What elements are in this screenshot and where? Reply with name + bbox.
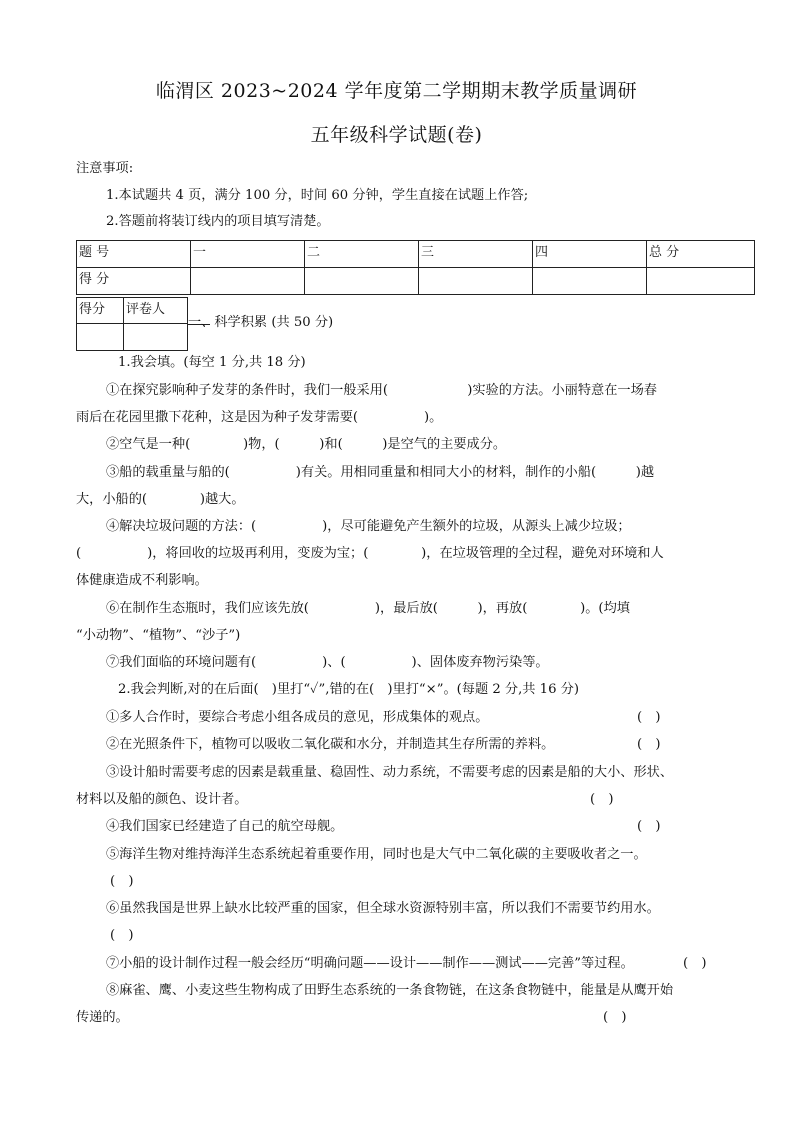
q2-heading: 2.我会判断,对的在后面( )里打“✓”,错的在( )里打“×”。(每题 2 分,共 16 分): [118, 682, 579, 697]
grader-score-label: 得分: [77, 298, 124, 324]
q1-line-5: 大，小船的( )越大。: [76, 492, 245, 507]
score-header-total: 总 分: [647, 241, 755, 268]
q2-answer-7[interactable]: ( ): [683, 956, 707, 971]
q1-line-3: ②空气是一种( )物，( )和( )是空气的主要成分。: [106, 437, 507, 452]
score-table: [76, 240, 755, 295]
notes-item-2: 2.答题前将装订线内的项目填写清楚。: [106, 214, 330, 229]
q2-answer-8[interactable]: ( ): [603, 1010, 627, 1025]
q2-item-7: ⑦小船的设计制作过程一般会经历“明确问题——设计——制作——测试——完善”等过程。: [106, 956, 634, 971]
q2-answer-3[interactable]: ( ): [590, 792, 614, 807]
grader-box: [76, 297, 188, 351]
notes-heading: 注意事项:: [76, 161, 134, 176]
score-cell-1[interactable]: [191, 268, 305, 295]
score-cell-3[interactable]: [419, 268, 533, 295]
q2-answer-2[interactable]: ( ): [637, 737, 661, 752]
q1-line-1: ①在探究影响种子发芽的条件时，我们一般采用( )实验的方法。小丽特意在一场春: [106, 383, 657, 398]
section1-title: 一、科学积累 (共 50 分): [188, 315, 334, 330]
q1-line-11: ⑦我们面临的环境问题有( )、( )、固体废弃物污染等。: [106, 655, 549, 670]
score-cell-2[interactable]: [305, 268, 419, 295]
grader-name-label: 评卷人: [124, 298, 188, 324]
score-header-1: 一: [191, 241, 305, 268]
grader-score-cell[interactable]: [77, 324, 124, 351]
q2-item-8-cont: 传递的。: [76, 1010, 129, 1025]
score-cell-total[interactable]: [647, 268, 755, 295]
q1-line-10: “小动物”、“植物”、“沙子”): [76, 628, 241, 643]
q2-answer-6[interactable]: ( ): [110, 928, 134, 943]
score-header-3: 三: [419, 241, 533, 268]
score-row-label: 得 分: [77, 268, 191, 295]
notes-item-1: 1.本试题共 4 页，满分 100 分，时间 60 分钟，学生直接在试题上作答;: [106, 188, 529, 203]
q2-answer-5[interactable]: ( ): [110, 874, 134, 889]
q2-answer-4[interactable]: ( ): [637, 819, 661, 834]
score-header-2: 二: [305, 241, 419, 268]
q2-item-8: ⑧麻雀、鹰、小麦这些生物构成了田野生态系统的一条食物链，在这条食物链中，能量是从鹰开始: [106, 983, 674, 998]
q2-item-3-cont: 材料以及船的颜色、设计者。: [76, 792, 248, 807]
q2-answer-1[interactable]: ( ): [637, 710, 661, 725]
q1-heading: 1.我会填。(每空 1 分,共 18 分): [118, 355, 306, 370]
q1-line-9: ⑥在制作生态瓶时，我们应该先放( )，最后放( )，再放( )。(均填: [106, 601, 630, 616]
q2-item-6: ⑥虽然我国是世界上缺水比较严重的国家，但全球水资源特别丰富，所以我们不需要节约用水。: [106, 901, 660, 916]
q2-item-4: ④我们国家已经建造了自己的航空母舰。: [106, 819, 344, 834]
q1-line-4: ③船的载重量与船的( )有关。用相同重量和相同大小的材料，制作的小船( )越: [106, 465, 655, 480]
q2-item-2: ②在光照条件下，植物可以吸收二氧化碳和水分，并制造其生存所需的养料。: [106, 737, 555, 752]
grader-name-cell[interactable]: [124, 324, 188, 351]
q2-item-3: ③设计船时需要考虑的因素是载重量、稳固性、动力系统，不需要考虑的因素是船的大小、形状、: [106, 765, 674, 780]
q1-line-6: ④解决垃圾问题的方法：( )，尽可能避免产生额外的垃圾，从源头上减少垃圾；: [106, 519, 631, 534]
page-title: 临渭区 2023~2024 学年度第二学期期末教学质量调研: [155, 80, 638, 102]
q1-line-7: ( )，将回收的垃圾再利用，变废为宝；( )，在垃圾管理的全过程，避免对环境和人: [76, 546, 664, 561]
page-subtitle: 五年级科学试题(卷): [310, 124, 483, 146]
q1-line-8: 体健康造成不利影响。: [76, 573, 208, 588]
q2-item-5: ⑤海洋生物对维持海洋生态系统起着重要作用，同时也是大气中二氧化碳的主要吸收者之一。: [106, 847, 647, 862]
score-cell-4[interactable]: [533, 268, 647, 295]
score-header-4: 四: [533, 241, 647, 268]
q2-item-1: ①多人合作时，要综合考虑小组各成员的意见，形成集体的观点。: [106, 710, 489, 725]
score-header-label: 题 号: [77, 241, 191, 268]
q1-line-2: 雨后在花园里撒下花种，这是因为种子发芽需要( )。: [76, 410, 443, 425]
